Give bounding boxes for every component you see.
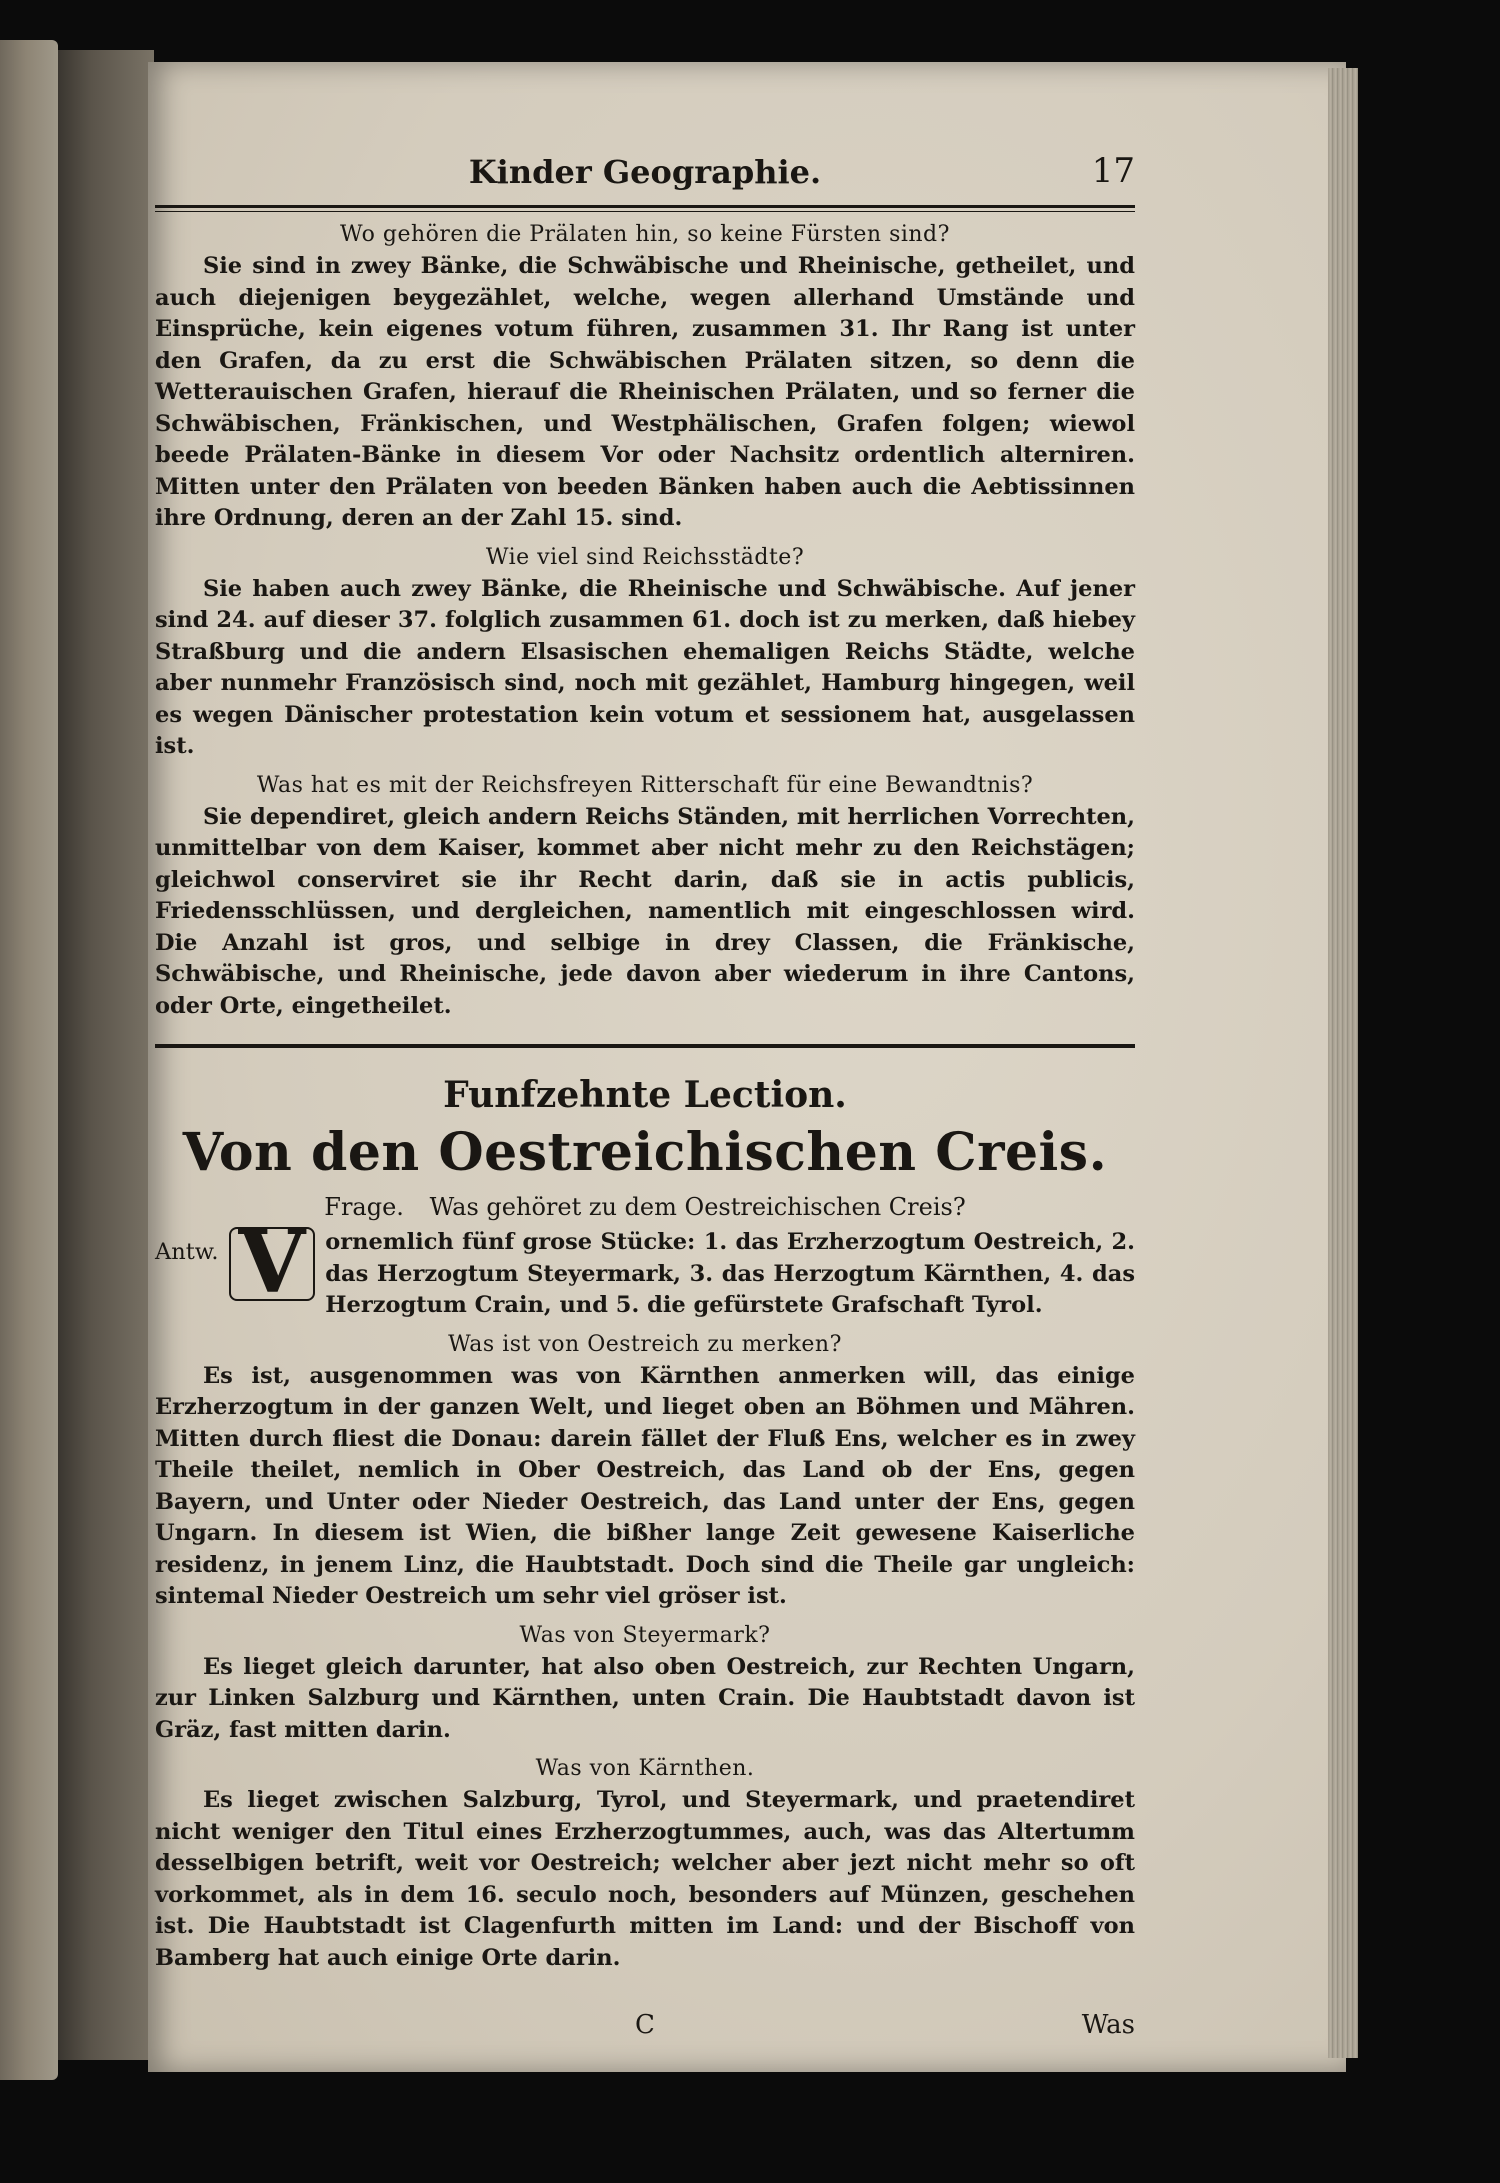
page-number: 17 <box>1091 151 1135 191</box>
answer-carinthia: Es lieget zwischen Salzburg, Tyrol, und Steyermark, und praetendiret nicht weniger den Titul eines Erzherzogtummes, auch, was das Altertumm desselbigen betrift, weit vor Oestreich; welcher aber jezt nicht mehr so oft vorkommet, als in dem 16. seculo noch, besonders auf Münzen, geschehen ist. Die Haubtstadt ist Clagenfurth mitten im Land: und der Bischoff von Bamberg hat auch einige Orte darin. <box>155 1787 1135 1971</box>
running-title: Kinder Geographie. <box>468 153 822 191</box>
answer-text: ornemlich fünf grose Stücke: 1. das Erzherzogtum Oestreich, 2. das Herzogtum Steyermark, 3. das Herzogtum Kärnthen, 4. das Herzogtum Crain, und 5. die gefürstete Grafschaft Tyrol. <box>325 1229 1135 1318</box>
drop-cap: V <box>229 1227 316 1301</box>
question-styria: Was von Steyermark? <box>519 1622 771 1648</box>
page-edges <box>1328 68 1358 2058</box>
frage-text: Was gehöret zu dem Oestreichischen Creis? <box>429 1193 966 1221</box>
page-content <box>155 145 1135 2060</box>
answer-block <box>155 1212 1135 1322</box>
question-austria: Was ist von Oestreich zu merken? <box>448 1331 842 1357</box>
section-title: Von den Oestreichischen Creis. <box>182 1122 1108 1183</box>
left-page-edge <box>0 40 58 2080</box>
question-carinthia: Was von Kärnthen. <box>535 1756 755 1781</box>
antw-label: Antw. <box>155 1239 219 1265</box>
question-knighthood: Was hat es mit der Reichsfreyen Ritterschaft für eine Bewandtnis? <box>256 772 1034 798</box>
running-head <box>155 145 1135 205</box>
catchword: Was <box>1081 2010 1135 2040</box>
question-prelates: Wo gehören die Prälaten hin, so keine Fürsten sind? <box>340 222 950 247</box>
signature-mark: C <box>635 2010 655 2040</box>
page-footer <box>155 2010 1135 2060</box>
header-rule <box>155 205 1135 212</box>
answer-prelates: Sie sind in zwey Bänke, die Schwäbische und Rheinische, getheilet, und auch diejenigen beygezählet, welche, wegen allerhand Umstände und Einsprüche, kein eigenes votum führen, zusammen 31. Ihr Rang ist unter den Grafen, da zu erst die Schwäbischen Prälaten sitzen, so denn die Wetterauischen Grafen, hierauf die Rheinischen Prälaten, und so ferner die Schwäbischen, Fränkischen, und Westphälischen, Grafen folgen; wiewol beede Prälaten-Bänke in diesem Vor oder Nachsitz ordentlich alterniren. Mitten unter den Prälaten von beeden Bänken haben auch die Aebtissinnen ihre Ordnung, deren an der Zahl 15. sind. <box>155 253 1135 531</box>
section-divider <box>155 1044 1135 1048</box>
answer-austria: Es ist, ausgenommen was von Kärnthen anmerken will, das einige Erzherzogtum in der ganzen Welt, und lieget oben an Böhmen und Mähren. Mitten durch fliest die Donau: darein fället der Fluß Ens, welcher es in zwey Theile theilet, nemlich in Ober Oestreich, das Land ob der Ens, gegen Bayern, und Unter oder Nieder Oestreich, das Land unter der Ens, gegen Ungarn. In diesem ist Wien, die bißher lange Zeit gewesene Kaiserliche residenz, in jenem Linz, die Haubtstadt. Doch sind die Theile gar ungleich: sintemal Nieder Oestreich um sehr viel gröser ist. <box>155 1362 1135 1609</box>
answer-knighthood: Sie dependiret, gleich andern Reichs Ständen, mit herrlichen Vorrechten, unmittelbar von dem Kaiser, kommet aber nicht mehr zu den Reichstägen; gleichwol conserviret sie ihr Recht darin, daß sie in actis publicis, Friedensschlüssen, und dergleichen, namentlich mit eingeschlossen wird. Die Anzahl ist gros, und selbige in drey Classen, die Fränkische, Schwäbische, und Rheinische, jede davon aber wiederum in ihre Cantons, oder Orte, eingetheilet. <box>155 803 1135 1019</box>
answer-styria: Es lieget gleich darunter, hat also oben Oestreich, zur Rechten Ungarn, zur Linken Salzburg und Kärnthen, unten Crain. Die Haubtstadt davon ist Gräz, fast mitten darin. <box>155 1653 1135 1743</box>
answer-imperial-cities: Sie haben auch zwey Bänke, die Rheinische und Schwäbische. Auf jener sind 24. auf dieser 37. folglich zusammen 61. doch ist zu merken, daß hiebey Straßburg und die andern Elsasischen ehemaligen Reichs Städte, welche aber nunmehr Französisch sind, noch mit gezählet, Hamburg hingegen, weil es wegen Dänischer protestation kein votum et sessionem hat, ausgelassen ist. <box>155 575 1135 759</box>
lection-heading: Funfzehnte Lection. <box>443 1074 847 1116</box>
frage-label: Frage. <box>324 1193 404 1221</box>
question-imperial-cities: Wie viel sind Reichsstädte? <box>485 544 805 570</box>
book-spine <box>58 50 154 2060</box>
